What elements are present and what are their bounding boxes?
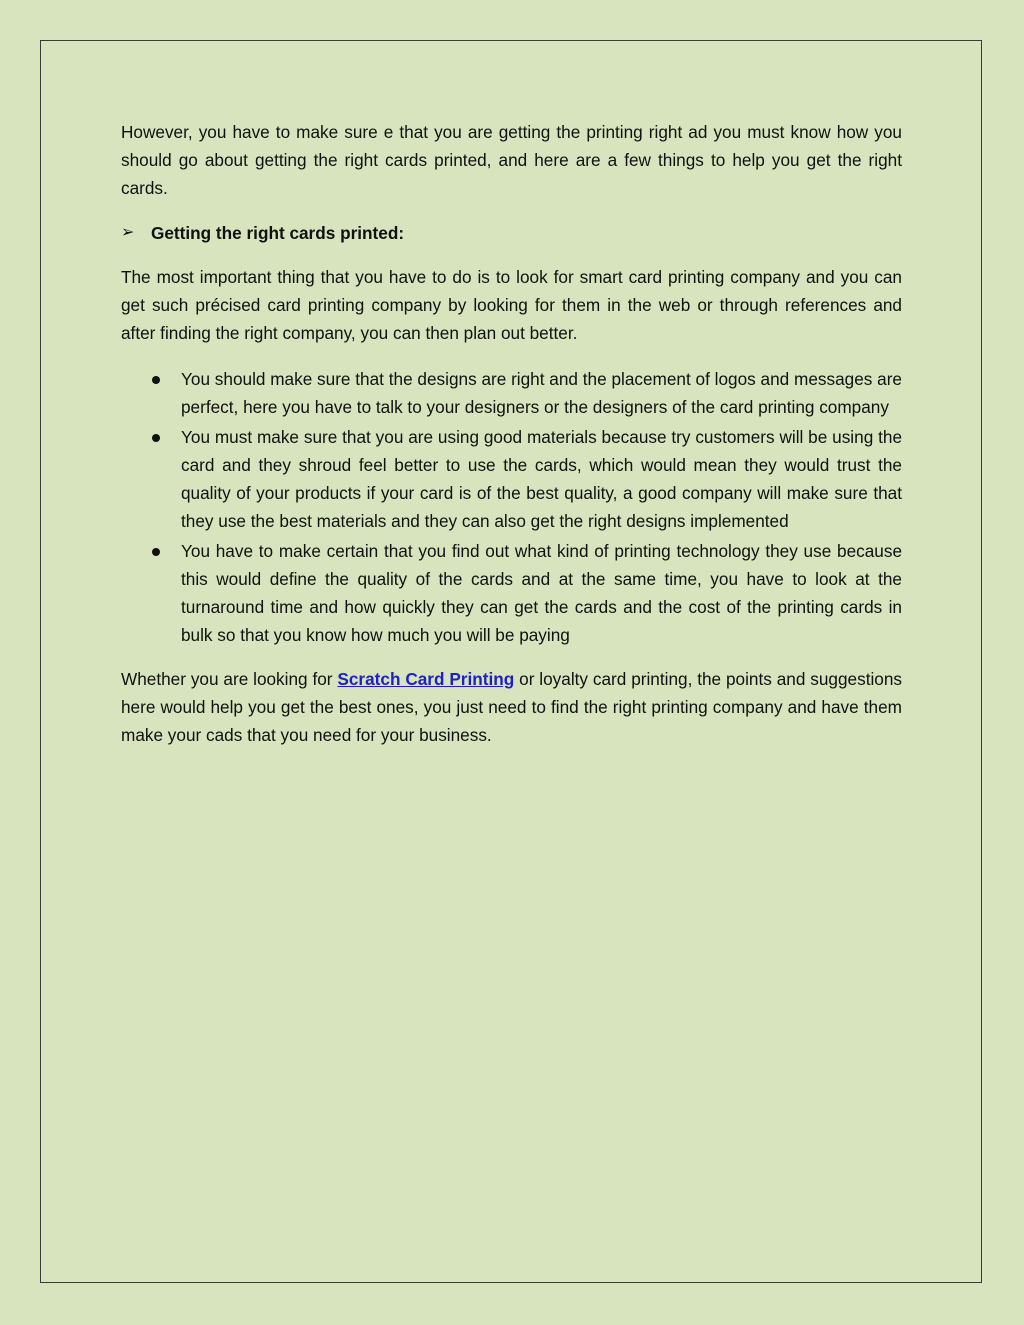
list-item (121, 365, 902, 421)
list-item-text: You must make sure that you are using good materials because try customers will be using the card and they shroud feel better to use the cards, which would mean they would trust the quality of your products if your card is of the best quality, a good company will make sure that they use the best materials and they can also get the right designs implemented (181, 427, 902, 531)
section-heading (121, 219, 902, 247)
section-heading-text: Getting the right cards printed: (151, 223, 405, 243)
bullet-list (121, 365, 902, 649)
scratch-card-printing-link[interactable]: Scratch Card Printing (337, 669, 515, 689)
bullet-dot-icon (152, 548, 160, 556)
closing-text-end: or loyalty card printing, the points and suggestions here would help you get the best ones, you just need to find the right printing company and have them make your cads that you need for your business. (121, 669, 902, 745)
list-item (121, 537, 902, 649)
intro-paragraph: However, you have to make sure e that you are getting the printing right ad you must know how you should go about getting the right cards printed, and here are a few things to help you get the right cards. (121, 122, 902, 198)
arrow-bullet-icon: ➢ (121, 224, 135, 241)
document-body (121, 118, 902, 749)
closing-text-start: Whether you are looking for (121, 669, 338, 689)
list-item-text: You should make sure that the designs are right and the placement of logos and messages are perfect, here you have to talk to your designers or the designers of the card printing company (181, 369, 902, 417)
bullet-dot-icon (152, 434, 160, 442)
main-paragraph: The most important thing that you have to do is to look for smart card printing company and you can get such précised card printing company by looking for them in the web or through references and after finding the right company, you can then plan out better. (121, 267, 902, 343)
list-item (121, 423, 902, 535)
list-item-text: You have to make certain that you find out what kind of printing technology they use because this would define the quality of the cards and at the same time, you have to look at the turnaround time and how quickly they can get the cards and the cost of the printing cards in bulk so that you know how much you will be paying (181, 541, 902, 645)
bullet-dot-icon (152, 376, 160, 384)
closing-paragraph (121, 665, 902, 749)
